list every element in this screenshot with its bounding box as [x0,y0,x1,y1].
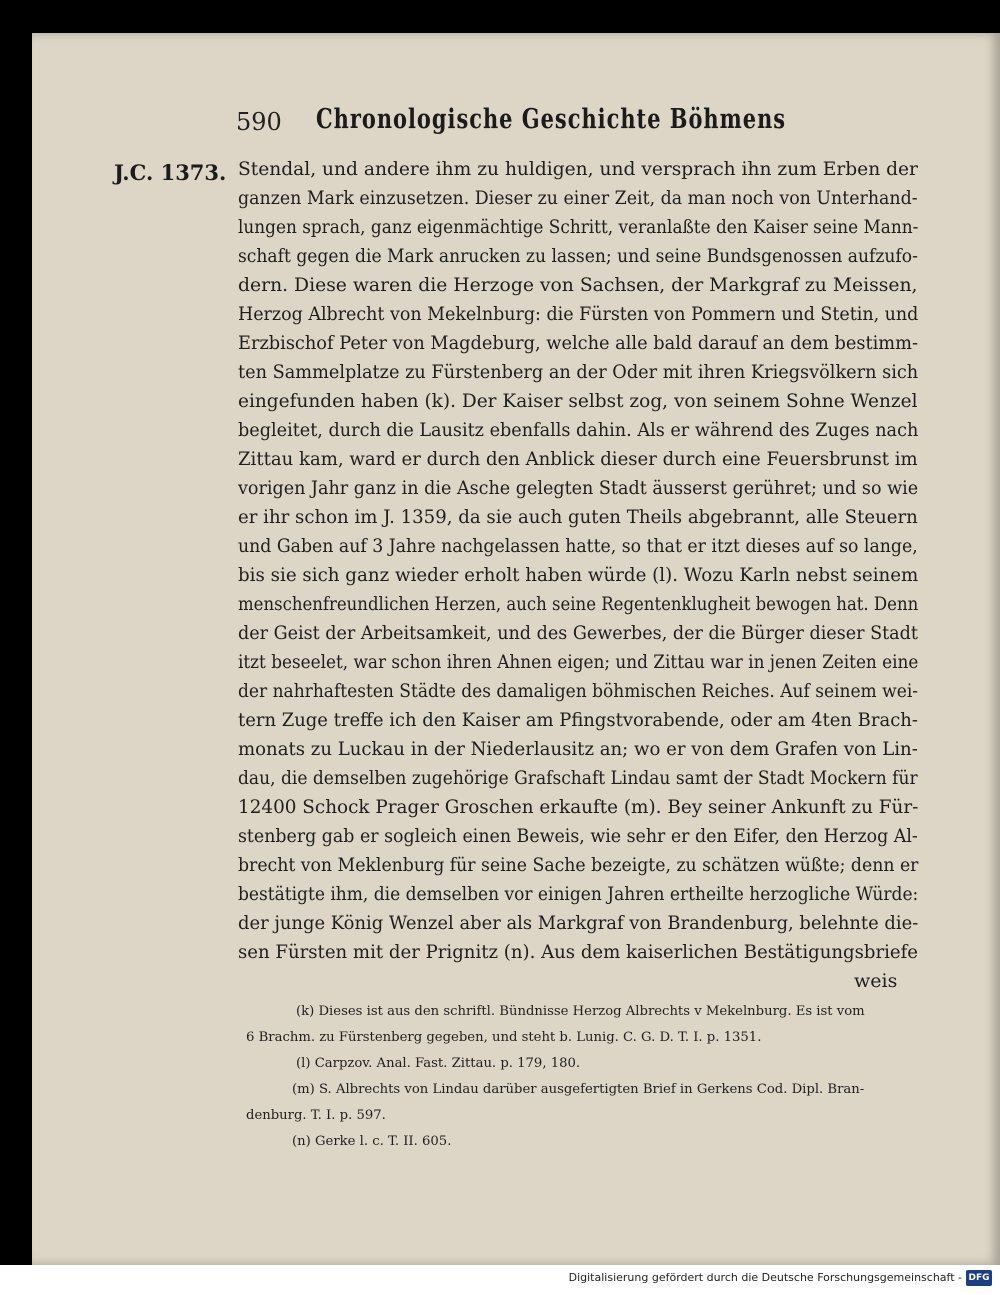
digitization-credit: Digitalisierung gefördert durch die Deutsche Forschungsgemeinschaft - [568,1271,962,1284]
body-line: monats zu Luckau in der Niederlausitz an; wo er von dem Grafen von Lin- [238,738,918,760]
dfg-logo: DFG [966,1270,992,1286]
body-line: dau, die demselben zugehörige Grafschaft Lindau samt der Stadt Mockern für [238,767,918,789]
body-line: und Gaben auf 3 Jahre nachgelassen hatte, so that er itzt dieses auf so lange, [238,535,918,557]
body-line: itzt beseelet, war schon ihren Ahnen eigen; und Zittau war in jenen Zeiten eine [238,651,919,673]
page-number: 590 [236,108,282,136]
body-line: Herzog Albrecht von Mekelnburg: die Fürsten von Pommern und Stetin, und [238,303,919,325]
body-line: er ihr schon im J. 1359, da sie auch guten Theils abgebrannt, alle Steuern [238,506,918,528]
body-line: eingefunden haben (k). Der Kaiser selbst zog, von seinem Sohne Wenzel [238,390,918,412]
footnote-line: (k) Dieses ist aus den schriftl. Bündnisse Herzog Albrechts v Mekelnburg. Es ist vom [296,1004,865,1019]
body-line: ten Sammelplatze zu Fürstenberg an der Oder mit ihren Kriegsvölkern sich [238,361,919,383]
body-line: sen Fürsten mit der Prignitz (n). Aus dem kaiserlichen Bestätigungsbriefe [238,941,919,963]
body-line: 12400 Schock Prager Groschen erkaufte (m). Bey seiner Ankunft zu Für- [238,796,919,818]
body-line: Stendal, und andere ihm zu huldigen, und versprach ihn zum Erben der [238,158,918,180]
body-line: schaft gegen die Mark anrucken zu lassen; und seine Bundsgenossen aufzufo- [238,245,918,267]
body-line: dern. Diese waren die Herzoge von Sachsen, der Markgraf zu Meissen, [238,274,918,296]
running-title: Chronologische Geschichte Böhmens [316,104,787,135]
body-line: Erzbischof Peter von Magdeburg, welche alle bald darauf an dem bestimm- [238,332,918,354]
body-line: begleitet, durch die Lausitz ebenfalls dahin. Als er während des Zuges nach [238,419,919,441]
body-line: der junge König Wenzel aber als Markgraf von Brandenburg, belehnte die- [238,912,919,934]
body-line: stenberg gab er sogleich einen Beweis, wie sehr er den Eifer, den Herzog Al- [238,825,918,847]
body-line: bestätigte ihm, die demselben vor einigen Jahren ertheilte herzogliche Würde: [238,883,919,905]
footnote-line: denburg. T. I. p. 597. [246,1108,386,1123]
catchword: weis [854,970,898,992]
body-line: tern Zuge treffe ich den Kaiser am Pfingstvorabende, oder am 4ten Brach- [238,709,918,731]
body-line: menschenfreundlichen Herzen, auch seine Regentenklugheit bewogen hat. Denn [238,593,919,615]
page-header [0,100,1000,140]
body-line: vorigen Jahr ganz in die Asche gelegten Stadt äusserst gerühret; und so wie [238,477,919,499]
body-line: lungen sprach, ganz eigenmächtige Schritt, veranlaßte den Kaiser seine Mann- [238,216,919,238]
footnote-line: (m) S. Albrechts von Lindau darüber ausgefertigten Brief in Gerkens Cod. Dipl. Bran- [292,1082,865,1097]
body-line: bis sie sich ganz wieder erholt haben würde (l). Wozu Karln nebst seinem [238,564,919,586]
footnote-line: (l) Carpzov. Anal. Fast. Zittau. p. 179, 180. [296,1056,581,1071]
footnote-line: 6 Brachm. zu Fürstenberg gegeben, und steht b. Lunig. C. G. D. T. I. p. 1351. [246,1030,762,1045]
margin-year-note: J.C. 1373. [114,160,227,185]
body-line: der nahrhaftesten Städte des damaligen böhmischen Reiches. Auf seinem wei- [238,680,919,702]
body-line: der Geist der Arbeitsamkeit, und des Gewerbes, der die Bürger dieser Stadt [238,622,918,644]
body-line: brecht von Meklenburg für seine Sache bezeigte, zu schätzen wüßte; denn er [238,854,919,876]
body-line: ganzen Mark einzusetzen. Dieser zu einer Zeit, da man noch von Unterhand- [238,187,918,209]
body-line: Zittau kam, ward er durch den Anblick dieser durch eine Feuersbrunst im [238,448,918,470]
footnote-line: (n) Gerke l. c. T. II. 605. [292,1134,452,1149]
